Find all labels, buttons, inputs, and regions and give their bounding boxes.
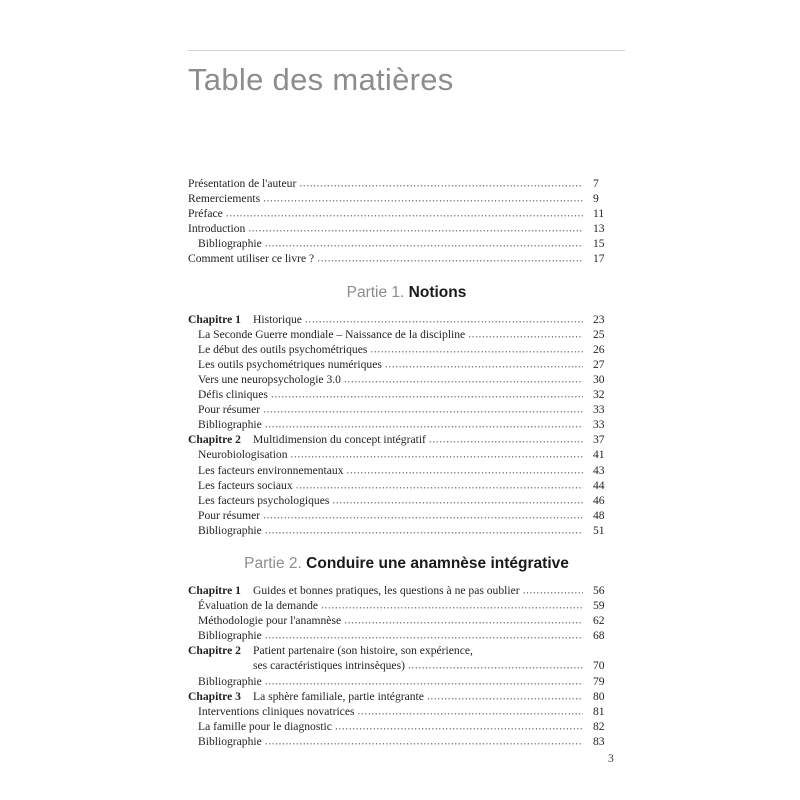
toc-entry-title: Neurobiologisation <box>198 448 288 462</box>
toc-entry-title: La sphère familiale, partie intégrante <box>253 689 424 703</box>
dot-leader <box>263 507 583 522</box>
toc-entry-title: Pour résumer <box>198 508 261 522</box>
toc-page-number: 46 <box>593 493 605 507</box>
toc-entry-label <box>198 463 344 478</box>
toc-chapter-number: Chapitre 1 <box>188 583 241 597</box>
front-matter-block <box>188 176 625 267</box>
toc-page-number: 68 <box>593 629 605 643</box>
toc-entry-title: Présentation de l'auteur <box>188 177 297 190</box>
toc-page-number: 80 <box>593 689 605 703</box>
toc-entry[interactable] <box>188 493 625 508</box>
toc-entry-title: Bibliographie <box>198 418 262 432</box>
toc-entry[interactable] <box>188 236 625 251</box>
toc-entry-title: Historique <box>253 312 302 326</box>
page-folio: 3 <box>608 752 614 765</box>
dot-leader <box>265 733 583 748</box>
dot-leader <box>248 221 583 236</box>
toc-entry[interactable] <box>188 251 625 266</box>
toc-entry-title: Préface <box>188 207 223 221</box>
toc-entry-label <box>198 508 260 523</box>
toc-page-number: 81 <box>593 704 605 718</box>
toc-entry-title: Bibliographie <box>198 734 262 748</box>
toc-page-number: 59 <box>593 599 605 613</box>
toc-entry-label <box>198 372 341 387</box>
dot-leader <box>265 522 583 537</box>
part-entries-block <box>188 312 625 538</box>
toc-entry-title: Remerciements <box>188 192 261 206</box>
dot-leader <box>321 598 583 613</box>
toc-entry-label <box>198 387 268 402</box>
dot-leader <box>429 432 583 447</box>
toc-entry-title: Multidimension du concept intégratif <box>253 433 426 447</box>
toc-page-number: 48 <box>593 508 605 522</box>
dot-leader <box>344 371 583 386</box>
toc-entry-label <box>198 674 262 689</box>
dot-leader <box>468 326 583 341</box>
toc-entry-title: Vers une neuropsychologie 3.0 <box>198 372 341 386</box>
dot-leader <box>344 613 583 628</box>
toc-entry[interactable] <box>188 704 625 719</box>
toc-entry[interactable] <box>188 508 625 523</box>
dot-leader <box>265 236 583 251</box>
toc-entry[interactable] <box>188 719 625 734</box>
toc-chapter-number: Chapitre 2 <box>188 644 241 658</box>
section-spacer <box>188 267 625 284</box>
toc-page-number: 33 <box>593 403 605 417</box>
toc-page-number: 32 <box>593 388 605 402</box>
dot-leader <box>265 673 583 688</box>
toc-entry[interactable] <box>188 221 625 236</box>
dot-leader <box>408 658 583 673</box>
toc-page-number: 43 <box>593 463 605 477</box>
toc-entry[interactable] <box>188 342 625 357</box>
toc-page-number: 56 <box>593 583 605 597</box>
toc-chapter-entry[interactable] <box>188 312 625 327</box>
toc-page-number: 79 <box>593 674 605 688</box>
toc-page-number: 44 <box>593 478 605 492</box>
toc-entry-title: Les facteurs psychologiques <box>198 493 330 507</box>
dot-leader <box>332 492 583 507</box>
part-number: Partie 1. <box>346 283 405 301</box>
toc-entry-label <box>198 628 262 643</box>
heading-spacer <box>188 573 625 583</box>
dot-leader <box>296 477 583 492</box>
toc-entry-title: Guides et bonnes pratiques, les questions à ne pas oublier <box>253 583 520 597</box>
toc-entry-label <box>198 357 382 372</box>
toc-page-number: 33 <box>593 418 605 432</box>
dot-leader <box>317 251 583 266</box>
toc-entry-title: Patient partenaire (son histoire, son expérience, <box>253 644 473 658</box>
part-heading <box>188 284 625 302</box>
toc-entry[interactable] <box>188 463 625 478</box>
toc-entry-label <box>198 447 288 462</box>
dot-leader <box>291 447 583 462</box>
toc-page-number: 41 <box>593 448 605 462</box>
toc-entry-label <box>253 658 405 673</box>
toc-entry[interactable] <box>188 191 625 206</box>
toc-page-number: 7 <box>593 177 599 190</box>
toc-page-number: 15 <box>593 237 605 251</box>
toc-entry[interactable] <box>188 658 625 673</box>
toc-chapter-number: Chapitre 2 <box>188 433 241 447</box>
toc-entry-label <box>198 734 262 749</box>
dot-leader <box>265 628 583 643</box>
toc-chapter-number: Chapitre 1 <box>188 312 241 326</box>
toc-entry-title: Défis cliniques <box>198 388 268 402</box>
toc-page-number: 17 <box>593 252 605 266</box>
toc-entry-label <box>188 251 314 266</box>
toc-entry[interactable] <box>188 478 625 493</box>
toc-entry[interactable] <box>188 417 625 432</box>
dot-leader <box>299 176 583 191</box>
header-rule <box>188 50 625 51</box>
dot-leader <box>427 688 583 703</box>
dot-leader <box>305 311 583 326</box>
toc-entry-label <box>198 327 465 342</box>
toc-entry-label <box>188 312 302 327</box>
dot-leader <box>357 703 583 718</box>
heading-spacer <box>188 302 625 312</box>
toc-entry[interactable] <box>188 447 625 462</box>
dot-leader <box>263 402 583 417</box>
dot-leader <box>226 206 583 221</box>
toc-entry-label <box>188 643 473 658</box>
toc-entry[interactable] <box>188 628 625 643</box>
toc-page-number: 37 <box>593 433 605 447</box>
part-heading <box>188 555 625 573</box>
table-of-contents <box>188 176 625 749</box>
toc-page-number: 30 <box>593 372 605 386</box>
toc-entry[interactable] <box>188 327 625 342</box>
toc-entry-title: Bibliographie <box>198 629 262 643</box>
dot-leader <box>523 582 583 597</box>
toc-entry-label <box>198 613 341 628</box>
toc-entry-label <box>198 236 262 251</box>
toc-entry-title: La famille pour le diagnostic <box>198 719 332 733</box>
toc-entry-title: Les outils psychométriques numériques <box>198 357 382 371</box>
toc-page-number: 11 <box>593 207 605 221</box>
page-title: Table des matières <box>188 62 454 97</box>
toc-entry[interactable] <box>188 387 625 402</box>
toc-entry-label <box>198 493 329 508</box>
part-entries-block <box>188 583 625 749</box>
toc-entry-label <box>198 523 262 538</box>
toc-page-number: 70 <box>593 659 605 673</box>
dot-leader <box>370 341 583 356</box>
toc-entry-title: Introduction <box>188 222 246 236</box>
part-number: Partie 2. <box>244 554 302 572</box>
toc-entry-label <box>198 417 262 432</box>
toc-entry-title: Le début des outils psychométriques <box>198 342 368 356</box>
toc-entry[interactable] <box>188 402 625 417</box>
toc-page-number: 23 <box>593 312 605 326</box>
toc-entry-label <box>188 432 426 447</box>
toc-page-number: 26 <box>593 342 605 356</box>
toc-entry-label <box>188 206 223 221</box>
toc-entry-title: Méthodologie pour l'anamnèse <box>198 614 342 628</box>
toc-page-number: 62 <box>593 614 605 628</box>
toc-chapter-entry[interactable] <box>188 689 625 704</box>
toc-entry[interactable] <box>188 206 625 221</box>
toc-chapter-entry[interactable] <box>188 432 625 447</box>
toc-page-number: 83 <box>593 734 605 748</box>
toc-entry-title: ses caractéristiques intrinsèques) <box>253 659 405 673</box>
dot-leader <box>263 191 583 206</box>
toc-entry-label <box>198 719 332 734</box>
toc-entry-title: Bibliographie <box>198 523 262 537</box>
dot-leader <box>335 718 583 733</box>
toc-page-number: 25 <box>593 327 605 341</box>
dot-leader <box>347 462 583 477</box>
toc-entry-label <box>198 598 318 613</box>
toc-entry-title: Comment utiliser ce livre ? <box>188 252 315 266</box>
toc-entry-title: Les facteurs sociaux <box>198 478 293 492</box>
toc-entry-label <box>188 221 245 236</box>
toc-entry-title: Interventions cliniques novatrices <box>198 704 355 718</box>
toc-chapter-number: Chapitre 3 <box>188 689 241 703</box>
toc-entry-label <box>198 342 367 357</box>
dot-leader <box>271 387 583 402</box>
toc-entry[interactable] <box>188 176 625 191</box>
toc-entry-title: Pour résumer <box>198 403 261 417</box>
section-spacer <box>188 538 625 555</box>
toc-chapter-entry[interactable] <box>188 583 625 598</box>
toc-page-number: 51 <box>593 523 605 537</box>
toc-entry-label <box>188 176 296 191</box>
toc-entry[interactable] <box>188 372 625 387</box>
toc-page-number: 9 <box>593 192 599 206</box>
toc-entry[interactable] <box>188 598 625 613</box>
toc-entry-title: Bibliographie <box>198 237 262 251</box>
toc-entry[interactable] <box>188 523 625 538</box>
toc-entry-title: La Seconde Guerre mondiale – Naissance de la discipline <box>198 327 466 341</box>
toc-page-number: 27 <box>593 357 605 371</box>
toc-entry-title: Évaluation de la demande <box>198 599 319 613</box>
toc-entry[interactable] <box>188 357 625 372</box>
toc-entry-label <box>198 402 260 417</box>
toc-entry[interactable] <box>188 674 625 689</box>
dot-leader <box>385 356 583 371</box>
toc-chapter-entry[interactable] <box>188 643 625 658</box>
toc-entry-label <box>188 583 520 598</box>
toc-entry-label <box>188 689 424 704</box>
toc-entry-label <box>198 478 293 493</box>
part-name: Conduire une anamnèse intégrative <box>306 554 569 572</box>
dot-leader <box>265 417 583 432</box>
part-name: Notions <box>408 283 467 301</box>
toc-entry-title: Les facteurs environnementaux <box>198 463 344 477</box>
toc-page-number: 13 <box>593 222 605 236</box>
toc-entry-label <box>188 191 260 206</box>
toc-entry-title: Bibliographie <box>198 674 262 688</box>
toc-entry[interactable] <box>188 613 625 628</box>
toc-entry-label <box>198 704 354 719</box>
toc-page-number: 82 <box>593 719 605 733</box>
toc-entry[interactable] <box>188 734 625 749</box>
